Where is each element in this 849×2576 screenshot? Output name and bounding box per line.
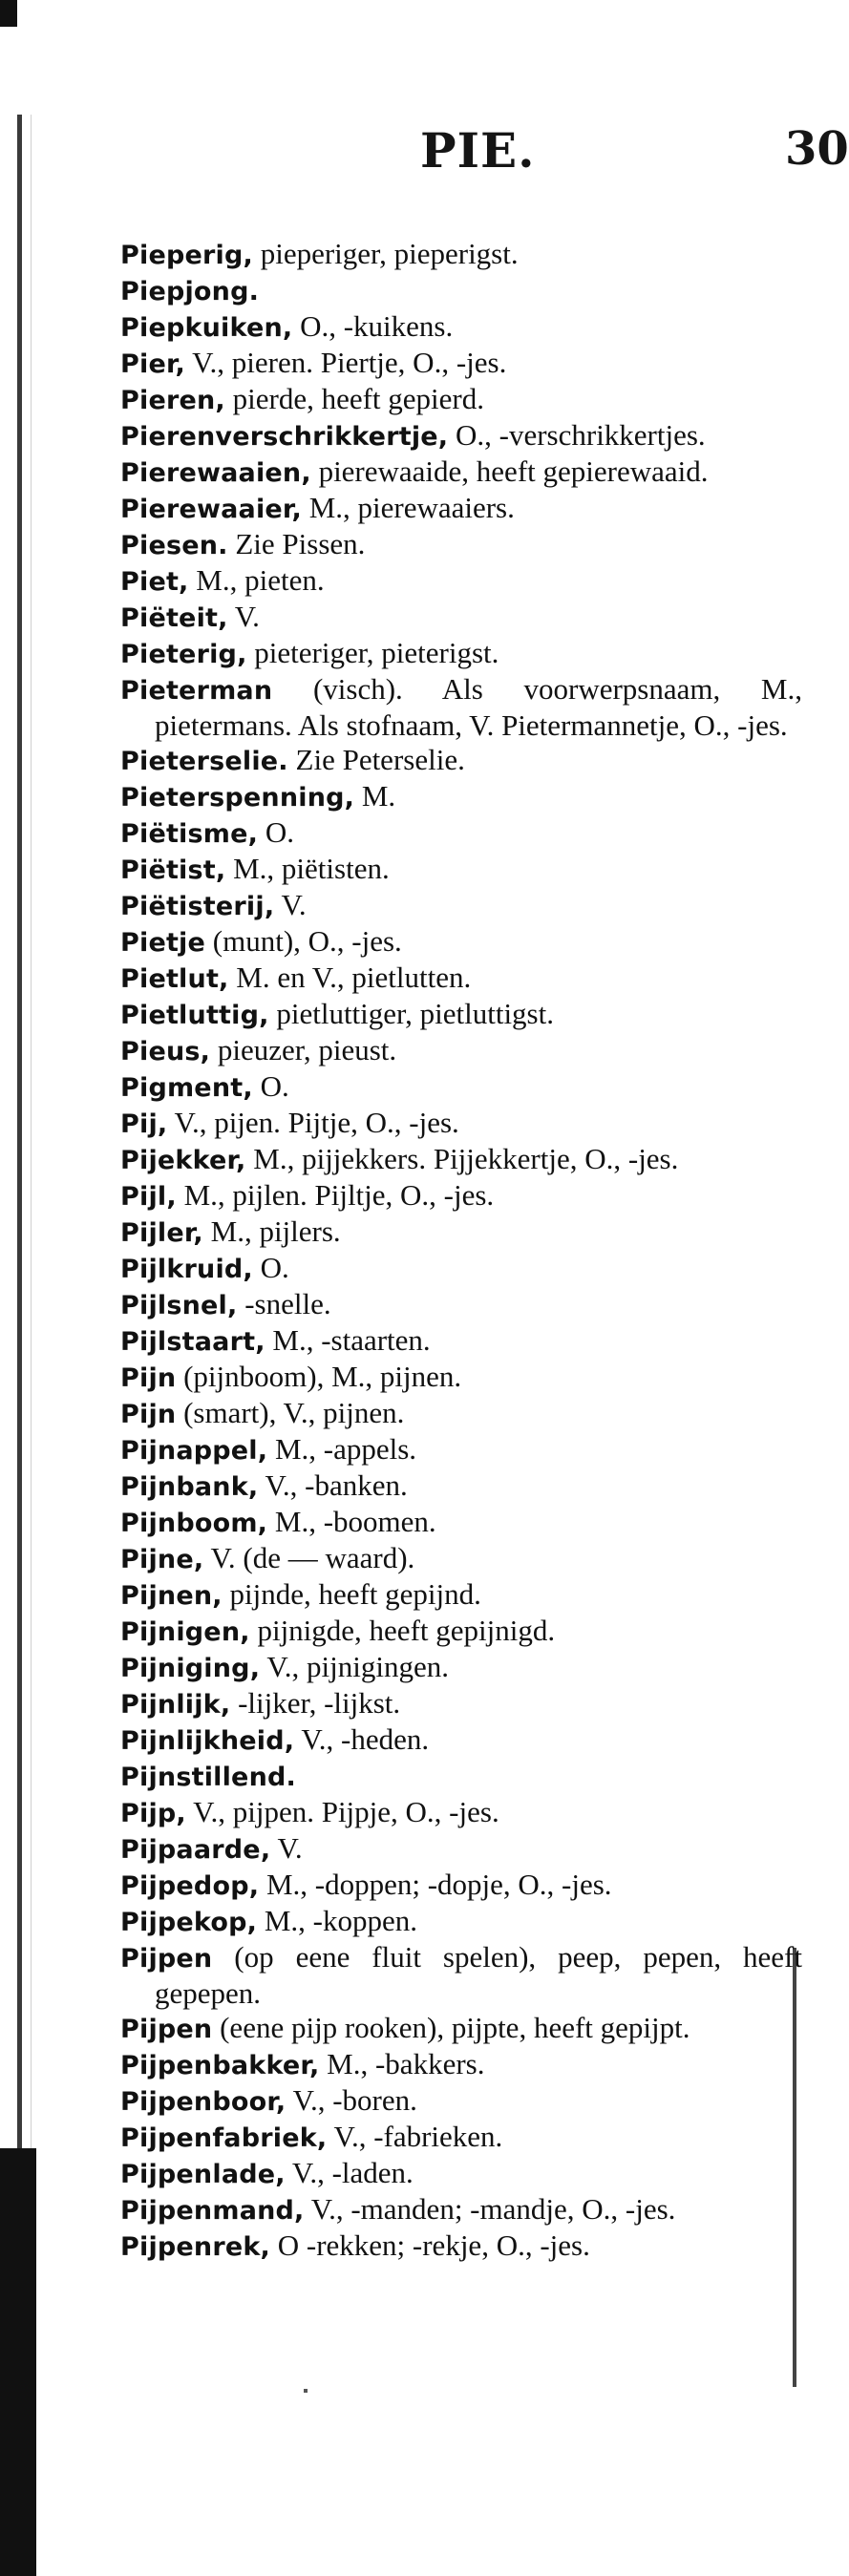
dictionary-entry [120, 1106, 802, 1142]
entry-definition: V., pijnigingen. [260, 1650, 449, 1683]
entry-definition: pietluttiger, pietluttigst. [268, 997, 554, 1030]
dictionary-entry [120, 491, 802, 527]
dictionary-entry [120, 2011, 802, 2047]
headword: Pij, [120, 1109, 168, 1139]
headword: Pijpenrek, [120, 2232, 270, 2262]
dictionary-entry [120, 1323, 802, 1360]
entry-definition: M., piëtisten. [225, 852, 390, 885]
dictionary-entry [120, 1686, 802, 1722]
dictionary-entry [120, 2083, 802, 2120]
entry-definition: pieperiger, pieperigst. [252, 237, 519, 270]
headword: Pijpen [120, 2015, 213, 2044]
dictionary-entry [120, 1541, 802, 1577]
entry-definition: M., pierewaaiers. [301, 491, 515, 524]
dictionary-entry [120, 1795, 802, 1831]
entry-definition: V., pijen. Pijtje, O., -jes. [167, 1106, 459, 1139]
entry-definition: (op eene fluit spelen), peep, pepen, heeft gepepen. [155, 1940, 802, 2010]
headword: Pijpekop, [120, 1908, 258, 1937]
headword: Piëtist, [120, 855, 226, 885]
headword: Pijlsnel, [120, 1291, 238, 1320]
dictionary-entry [120, 382, 802, 418]
dictionary-entry [120, 743, 802, 779]
entry-definition: O., -kuikens. [292, 309, 454, 343]
headword: Pijnappel, [120, 1436, 268, 1466]
headword: Pijnlijkheid, [120, 1726, 295, 1756]
headword: Pieren, [120, 386, 225, 415]
headword: Pijnlijk, [120, 1690, 231, 1720]
headword: Pijnigen, [120, 1617, 250, 1647]
headword: Pieterselie. [120, 747, 288, 776]
dictionary-entry [120, 961, 802, 997]
dictionary-entry [120, 1178, 802, 1214]
headword: Pieperig, [120, 241, 253, 270]
headword: Pijpenlade, [120, 2160, 286, 2189]
headword: Pijnstillend. [120, 1763, 296, 1792]
entry-definition: Zie Peterselie. [287, 743, 465, 776]
dictionary-entry [120, 636, 802, 672]
entry-definition: V. [274, 888, 307, 921]
entry-definition: M., -doppen; -dopje, O., -jes. [259, 1868, 612, 1901]
dictionary-entry [120, 1360, 802, 1396]
headword: Pierewaaier, [120, 495, 302, 524]
entry-definition: V. [270, 1831, 303, 1865]
entry-definition: (pijnboom), M., pijnen. [176, 1360, 462, 1393]
dictionary-entry [120, 2228, 802, 2265]
dictionary-entry [120, 1940, 802, 2011]
headword: Piepkuiken, [120, 313, 293, 343]
entry-definition: Zie Pissen. [227, 527, 366, 560]
dictionary-entry [120, 1432, 802, 1468]
binding-shadow [0, 2148, 36, 2576]
entry-definition: (munt), O., -jes. [205, 924, 402, 958]
headword: Pijnboom, [120, 1509, 268, 1538]
dictionary-entry [120, 1831, 802, 1868]
dictionary-entry [120, 924, 802, 961]
headword: Pigment, [120, 1073, 253, 1103]
headword: Pijpenfabriek, [120, 2123, 328, 2153]
headword: Pijniging, [120, 1654, 261, 1683]
dictionary-entry [120, 563, 802, 600]
headword: Pierenverschrikkertje, [120, 422, 449, 452]
headword: Pieterig, [120, 640, 247, 669]
headword: Piëtisterij, [120, 892, 275, 921]
dictionary-entry [120, 1069, 802, 1106]
corner-mark [0, 0, 17, 27]
headword: Pijlstaart, [120, 1327, 265, 1357]
dictionary-entry [120, 1505, 802, 1541]
entry-definition: pijnigde, heeft gepijnigd. [249, 1614, 556, 1647]
entry-definition: pieuzer, pieust. [210, 1033, 397, 1066]
headword: Piesen. [120, 531, 228, 560]
entry-definition: -snelle. [237, 1287, 331, 1320]
dictionary-entry [120, 237, 802, 273]
headword: Pijne, [120, 1545, 204, 1574]
header-word: PIE. [420, 122, 536, 179]
entry-definition: O. [252, 1069, 289, 1103]
dictionary-entry [120, 1033, 802, 1069]
dictionary-entry [120, 997, 802, 1033]
dictionary-entry [120, 346, 802, 382]
entry-definition: V. (de — waard). [203, 1541, 415, 1574]
dictionary-entry [120, 1251, 802, 1287]
entry-definition: pierde, heeft gepierd. [224, 382, 484, 415]
dictionary-entry [120, 2192, 802, 2228]
entry-definition: M., -bakkers. [319, 2047, 485, 2080]
headword: Piepjong. [120, 277, 260, 306]
headword: Pieterman [120, 676, 273, 706]
entry-definition: M. [354, 779, 396, 813]
headword: Pijekker, [120, 1146, 246, 1175]
dictionary-entry [120, 527, 802, 563]
dictionary-entry [120, 1759, 802, 1795]
entry-definition: V., pieren. Piertje, O., -jes. [184, 346, 507, 379]
entry-list [120, 237, 802, 2265]
headword: Piet, [120, 567, 189, 597]
dictionary-entry [120, 309, 802, 346]
dictionary-entry [120, 672, 802, 743]
dictionary-entry [120, 1650, 802, 1686]
headword: Pijpedop, [120, 1871, 260, 1901]
headword: Pijpen [120, 1944, 213, 1974]
headword: Piëteit, [120, 603, 228, 633]
dictionary-entry [120, 600, 802, 636]
dictionary-entry [120, 454, 802, 491]
dictionary-entry [120, 1904, 802, 1940]
headword: Pijpenboor, [120, 2087, 287, 2117]
entry-definition: O. [258, 815, 294, 849]
entry-definition: M., pieten. [188, 563, 325, 597]
dictionary-entry [120, 1868, 802, 1904]
dictionary-entry [120, 888, 802, 924]
entry-definition: (visch). Als voorwerpsnaam, M., pietermans. Als stofnaam, V. Pietermannetje, O., -jes. [155, 672, 802, 742]
dictionary-entry [120, 779, 802, 815]
headword: Pijlkruid, [120, 1255, 253, 1284]
dictionary-entry [120, 2120, 802, 2156]
running-header [0, 122, 849, 179]
entry-definition: M. en V., pietlutten. [228, 961, 472, 994]
headword: Pijn [120, 1400, 177, 1429]
entry-definition: O. [252, 1251, 289, 1284]
dictionary-entry [120, 1577, 802, 1614]
headword: Pietje [120, 928, 206, 958]
headword: Pierewaaien, [120, 458, 311, 488]
dictionary-entry [120, 1287, 802, 1323]
entry-definition: (smart), V., pijnen. [176, 1396, 405, 1429]
entry-definition: M., pijlers. [202, 1214, 341, 1248]
entry-definition: V., -heden. [294, 1722, 430, 1756]
entry-definition: V., -laden. [285, 2156, 414, 2189]
entry-definition: M., -boomen. [267, 1505, 436, 1538]
headword: Pijpaarde, [120, 1835, 271, 1865]
entry-definition: -lijker, -lijkst. [230, 1686, 401, 1720]
entry-definition: V. [227, 600, 260, 633]
headword: Pijl, [120, 1182, 177, 1212]
headword: Pietluttig, [120, 1001, 269, 1030]
headword: Pieus, [120, 1037, 211, 1066]
headword: Piëtisme, [120, 819, 259, 849]
dictionary-entry [120, 852, 802, 888]
entry-definition: pijnde, heeft gepijnd. [222, 1577, 481, 1611]
page-dot [304, 2389, 308, 2393]
dictionary-entry [120, 815, 802, 852]
entry-definition: M., -staarten. [265, 1323, 431, 1357]
entry-definition: V., -manden; -mandje, O., -jes. [304, 2192, 676, 2226]
dictionary-entry [120, 1214, 802, 1251]
entry-definition: M., pijjekkers. Pijjekkertje, O., -jes. [245, 1142, 679, 1175]
headword: Pijpenmand, [120, 2196, 305, 2226]
headword: Pijp, [120, 1799, 186, 1828]
dictionary-entry [120, 1396, 802, 1432]
headword: Pietlut, [120, 964, 229, 994]
headword: Pijn [120, 1363, 177, 1393]
entry-definition: V., -fabrieken. [327, 2120, 503, 2153]
entry-definition: pieteriger, pieterigst. [246, 636, 499, 669]
entry-definition: M., -appels. [267, 1432, 417, 1466]
dictionary-entry [120, 2156, 802, 2192]
headword: Pijpenbakker, [120, 2051, 320, 2080]
entry-definition: M., pijlen. Pijltje, O., -jes. [176, 1178, 495, 1212]
dictionary-entry [120, 2047, 802, 2083]
headword: Pieterspenning, [120, 783, 355, 813]
entry-definition: V., -banken. [258, 1468, 408, 1502]
headword: Pier, [120, 349, 185, 379]
dictionary-entry [120, 1722, 802, 1759]
entry-definition: O -rekken; -rekje, O., -jes. [270, 2228, 590, 2262]
dictionary-entry [120, 1142, 802, 1178]
entry-definition: V., pijpen. Pijpje, O., -jes. [185, 1795, 499, 1828]
entry-definition: M., -koppen. [257, 1904, 418, 1937]
dictionary-entry [120, 273, 802, 309]
headword: Pijler, [120, 1218, 203, 1248]
dictionary-entry [120, 1614, 802, 1650]
headword: Pijnen, [120, 1581, 223, 1611]
page-number: 30 [785, 122, 849, 176]
entry-definition: O., -verschrikkertjes. [448, 418, 706, 452]
entry-definition: (eene pijp rooken), pijpte, heeft gepijpt. [212, 2011, 690, 2044]
dictionary-entry [120, 1468, 802, 1505]
entry-definition: V., -boren. [286, 2083, 417, 2117]
dictionary-entry [120, 418, 802, 454]
headword: Pijnbank, [120, 1472, 259, 1502]
entry-definition: pierewaaide, heeft gepierewaaid. [310, 454, 709, 488]
